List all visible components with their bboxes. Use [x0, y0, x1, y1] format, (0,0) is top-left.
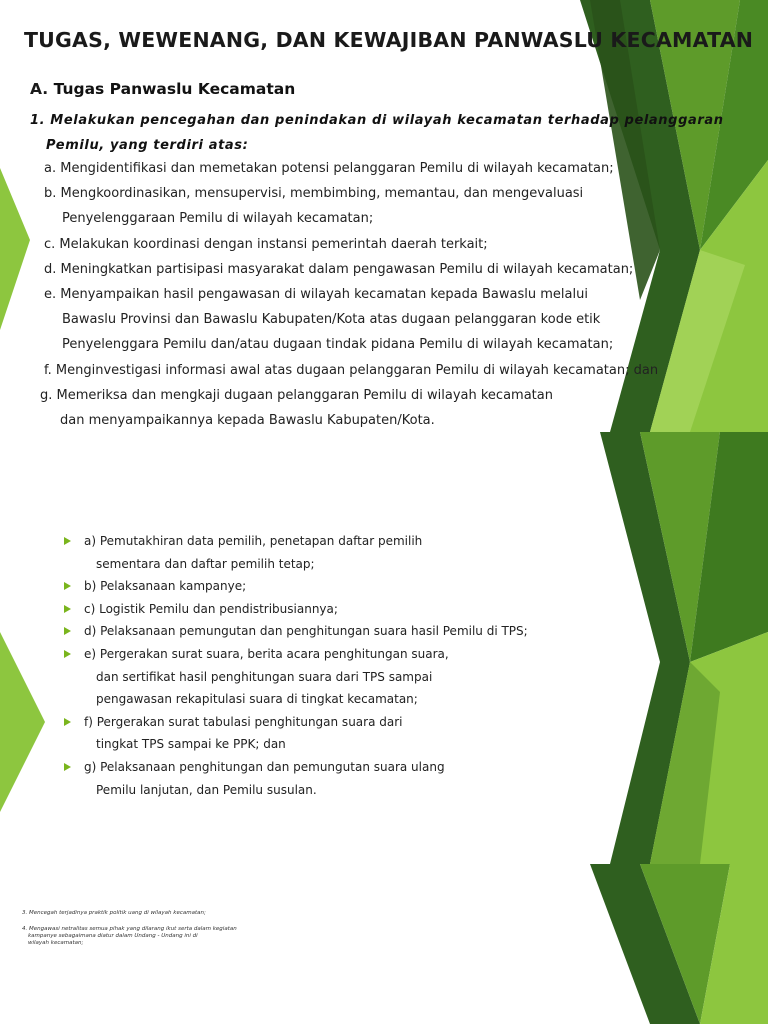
slide-3-notes	[22, 910, 237, 947]
bullet-item-d: d) Pelaksanaan pemungutan dan penghitungan suara hasil Pemilu di TPS;	[64, 620, 528, 643]
sublist-item-f: f. Menginvestigasi informasi awal atas dugaan pelanggaran Pemilu di wilayah kecamatan; dan	[44, 362, 659, 378]
bullet-item-a: a) Pemutakhiran data pemilih, penetapan daftar pemilih	[64, 530, 528, 553]
note-4-line-1: 4. Mengawasi netralitas semua pihak yang dilarang ikut serta dalam kegiatan	[22, 926, 237, 932]
note-3: 3. Mencegah terjadinya praktik politik uang di wilayah kecamatan;	[22, 910, 206, 916]
triangle-bullet-icon	[64, 718, 71, 726]
section-heading	[30, 80, 295, 98]
slide-3	[0, 864, 768, 1024]
bullet-item-g-cont: Pemilu lanjutan, dan Pemilu susulan.	[96, 782, 317, 797]
sublist-item-g: g. Memeriksa dan mengkaji dugaan pelanggaran Pemilu di wilayah kecamatan	[40, 387, 553, 403]
bullet-item-e-cont-1: dan sertifikat hasil penghitungan suara dari TPS sampai	[96, 669, 433, 684]
triangle-bullet-icon	[64, 537, 71, 545]
note-4-line-2: kampanye sebagaimana diatur dalam Undang - Undang ini di	[28, 933, 198, 939]
sublist-item-b: b. Mengkoordinasikan, mensupervisi, membimbing, memantau, dan mengevaluasi	[44, 186, 584, 202]
slide-title: TUGAS, WEWENANG, DAN KEWAJIBAN PANWASLU KECAMATAN	[24, 28, 754, 52]
bullet-item-a-cont: sementara dan daftar pemilih tetap;	[96, 556, 315, 571]
tugas-sublist	[40, 156, 659, 432]
item-1-line-2: Pemilu, yang terdiri atas:	[46, 138, 249, 153]
triangle-bullet-icon	[64, 763, 71, 771]
triangle-bullet-icon	[64, 627, 71, 635]
bullet-item-c: c) Logistik Pemilu dan pendistribusiannya;	[64, 598, 528, 621]
bullet-item-b: b) Pelaksanaan kampanye;	[64, 575, 528, 598]
tahapan-bullet-list	[64, 530, 528, 801]
bullet-item-e-cont-2: pengawasan rekapitulasi suara di tingkat kecamatan;	[96, 692, 418, 707]
bullet-item-e: e) Pergerakan surat suara, berita acara penghitungan suara,	[64, 643, 528, 666]
sublist-item-e-cont-1: Bawaslu Provinsi dan Bawaslu Kabupaten/Kota atas dugaan pelanggaran kode etik	[62, 312, 601, 328]
item-1	[30, 108, 724, 158]
triangle-bullet-icon	[64, 650, 71, 658]
section-title: Tugas Panwaslu Kecamatan	[53, 80, 296, 98]
triangle-bullet-icon	[64, 605, 71, 613]
slide-1	[0, 0, 768, 432]
bullet-item-g: g) Pelaksanaan penghitungan dan pemungutan suara ulang	[64, 756, 528, 779]
sublist-item-b-cont: Penyelenggaraan Pemilu di wilayah kecamatan;	[62, 211, 374, 227]
sublist-item-g-cont: dan menyampaikannya kepada Bawaslu Kabupaten/Kota.	[60, 413, 435, 429]
note-4-line-3: wilayah kecamatan;	[28, 940, 84, 946]
sublist-item-a: a. Mengidentifikasi dan memetakan potensi pelanggaran Pemilu di wilayah kecamatan;	[44, 161, 614, 176]
slide-2	[0, 432, 768, 864]
section-letter: A.	[30, 80, 49, 98]
item-1-line-1: 1. Melakukan pencegahan dan penindakan di wilayah kecamatan terhadap pelanggaran	[30, 113, 724, 128]
bullet-item-f: f) Pergerakan surat tabulasi penghitungan suara dari	[64, 711, 528, 734]
sublist-item-e: e. Menyampaikan hasil pengawasan di wilayah kecamatan kepada Bawaslu melalui	[44, 287, 588, 303]
sublist-item-c: c. Melakukan koordinasi dengan instansi pemerintah daerah terkait;	[44, 236, 488, 252]
sublist-item-e-cont-2: Penyelenggara Pemilu dan/atau dugaan tindak pidana Pemilu di wilayah kecamatan;	[62, 337, 614, 353]
sublist-item-d: d. Meningkatkan partisipasi masyarakat dalam pengawasan Pemilu di wilayah kecamatan;	[44, 261, 634, 277]
triangle-bullet-icon	[64, 582, 71, 590]
bullet-item-f-cont: tingkat TPS sampai ke PPK; dan	[96, 737, 286, 752]
